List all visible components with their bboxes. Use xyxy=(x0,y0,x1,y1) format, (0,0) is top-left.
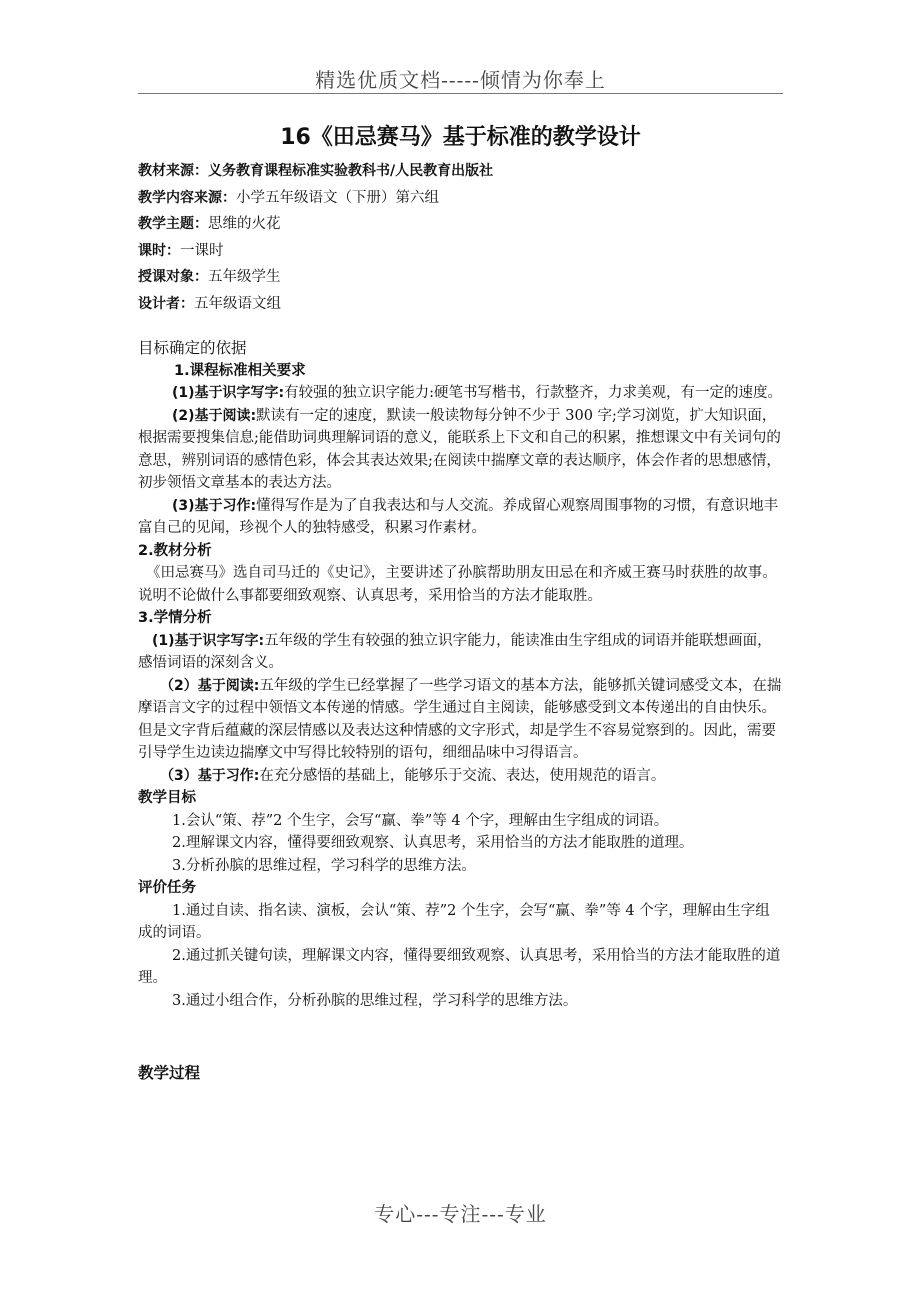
goal-item: 1.会认“策、荐”2 个生字，会写“赢、拳”等 4 个字，理解由生字组成的词语。 xyxy=(172,812,669,829)
standard-item: (3)基于习作:懂得写作是为了自我表达和与人交流。养成留心观察周围事物的习惯，有意识地丰富自己的见闻，珍视个人的独特感受，积累习作素材。 xyxy=(138,497,779,536)
goal-item: 3.分析孙膑的思维过程，学习科学的思维方法。 xyxy=(172,857,476,874)
goal-item: 2.理解课文内容，懂得要细致观察、认真思考，采用恰当的方法才能取胜的道理。 xyxy=(172,835,694,851)
meta-source: 教材来源：义务教育课程标准实验教科书/人民教育出版社 xyxy=(138,163,494,179)
meta-list xyxy=(138,160,783,315)
header-divider xyxy=(138,93,783,94)
analysis-text: 《田忌赛马》选自司马迁的《史记》，主要讲述了孙膑帮助朋友田忌在和齐威王赛马时获胜的故事。说明不论做什么事都要细致观察、认真思考，采用恰当的方法才能取胜。 xyxy=(138,565,777,604)
standard-item: (2)基于阅读:默读有一定的速度，默读一般读物每分钟不少于 300 字;学习浏览，扩大知识面，根据需要搜集信息;能借助词典理解词语的意义，能联系上下文和自己的积累，推想课文中有关词句的意思，辨别词语的感情色彩，体会其表达效果;在阅读中揣摩文章的表达顺序，体会作者的思想感情，初步领悟文章基本的表达方法。 xyxy=(138,407,781,491)
section-goals-heading: 教学目标 xyxy=(138,790,196,806)
section-process-heading: 教学过程 xyxy=(138,1064,201,1082)
learner-item: (1)基于识字写字:五年级的学生有较强的独立识字能力，能读准由生字组成的词语并能联想画面，感悟词语的深刻含义。 xyxy=(138,632,772,671)
document-title: 16《田忌赛马》基于标准的教学设计 xyxy=(280,125,641,150)
meta-designer: 设计者：五年级语文组 xyxy=(138,295,281,312)
learner-item: （2）基于阅读:五年级的学生已经掌握了一些学习语文的基本方法，能够抓关键词感受文本，在揣摩语言文字的过程中领悟文本传递的情感。学生通过自主阅读，能够感受到文本传递出的自由快乐。但是文字背后蕴藏的深层情感以及表达这种情感的文字形式，却是学生不容易觉察到的。因此，需要引导学生边读边揣摩文中写得比较特别的语句，细细品味中习得语言。 xyxy=(138,677,782,761)
task-item: 1.通过自读、指名读、演板，会认“策、荐”2 个生字，会写“赢、拳”等 4 个字，理解由生字组成的词语。 xyxy=(138,902,770,941)
task-item: 3.通过小组合作，分析孙膑的思维过程，学习科学的思维方法。 xyxy=(172,992,578,1009)
section-analysis-heading: 2.教材分析 xyxy=(138,542,212,559)
task-item: 2.通过抓关键句读，理解课文内容，懂得要细致观察、认真思考，采用恰当的方法才能取胜的道理。 xyxy=(138,947,781,986)
meta-content-source: 教学内容来源：小学五年级语文（下册）第六组 xyxy=(138,189,439,206)
section-tasks-heading: 评价任务 xyxy=(138,880,196,896)
document-body xyxy=(138,160,783,1085)
page-footer: 专心---专注---专业 xyxy=(374,1202,547,1226)
meta-theme: 教学主题：思维的火花 xyxy=(138,216,281,232)
section-learners-heading: 3.学情分析 xyxy=(138,610,212,626)
section-basis-heading: 目标确定的依据 xyxy=(138,339,247,357)
meta-audience: 授课对象：五年级学生 xyxy=(138,269,281,285)
subsection-standards-heading: 1.课程标准相关要求 xyxy=(174,362,306,379)
page-header: 精选优质文档-----倾情为你奉上 xyxy=(315,68,606,92)
meta-hours: 课时：一课时 xyxy=(138,242,224,259)
standard-item: (1)基于识字写字:有较强的独立识字能力:硬笔书写楷书，行款整齐，力求美观，有一定的速度。 xyxy=(172,385,783,401)
learner-item: （3）基于习作:在充分感悟的基础上，能够乐于交流、表达，使用规范的语言。 xyxy=(160,767,666,784)
